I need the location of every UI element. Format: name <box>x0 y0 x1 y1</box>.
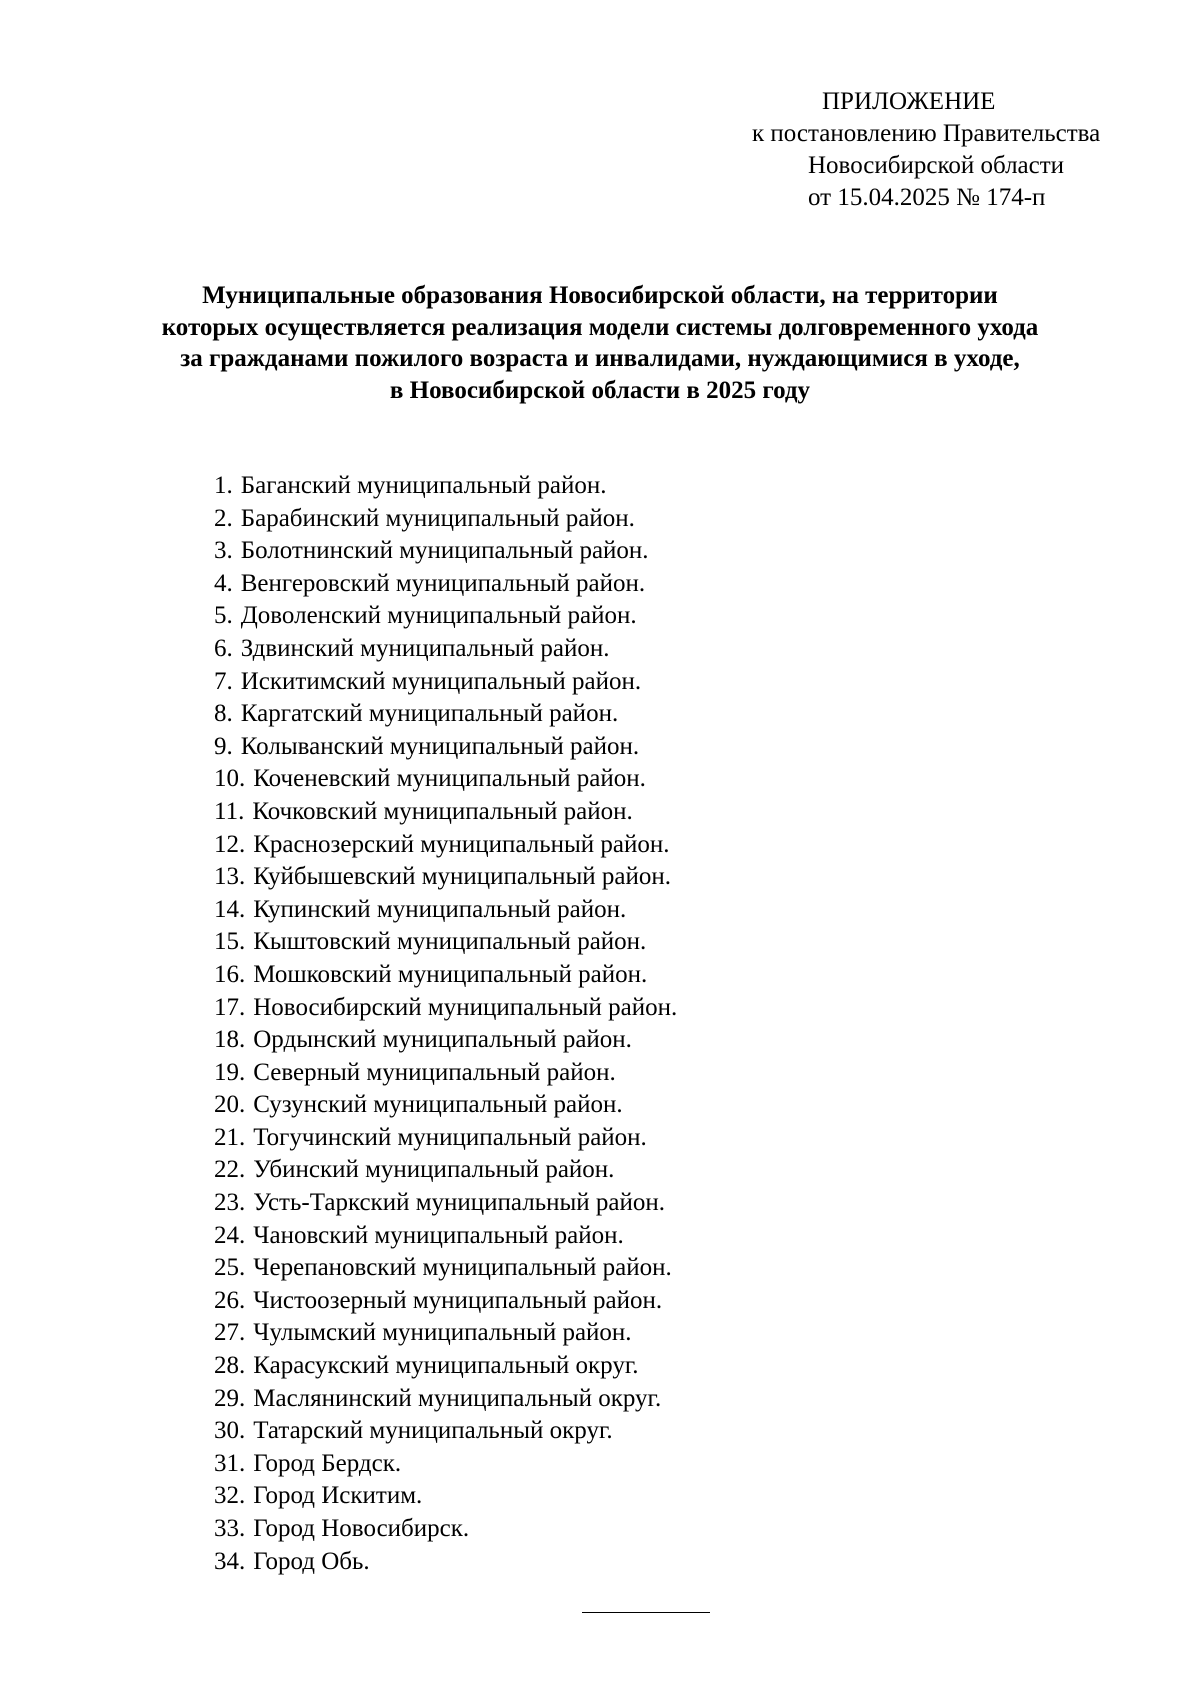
list-item <box>214 1220 677 1253</box>
list-item-number: 10. <box>214 765 246 793</box>
list-item-text: Чановский муниципальный район. <box>253 1221 624 1249</box>
list-item-number: 26. <box>214 1286 246 1314</box>
list-item <box>214 1448 677 1481</box>
list-item <box>214 926 677 959</box>
list-item-text: Тогучинский муниципальный район. <box>253 1123 647 1151</box>
list-item-number: 32. <box>214 1482 246 1510</box>
list-item-number: 8. <box>214 700 233 728</box>
list-item-text: Черепановский муниципальный район. <box>253 1254 672 1282</box>
list-item-number: 34. <box>214 1547 246 1575</box>
list-item <box>214 1480 677 1513</box>
list-item-number: 21. <box>214 1123 246 1151</box>
list-item-number: 19. <box>214 1058 246 1086</box>
list-item <box>214 1285 677 1318</box>
list-item <box>214 992 677 1025</box>
list-item-number: 14. <box>214 895 246 923</box>
list-item <box>214 1383 677 1416</box>
list-item <box>214 1154 677 1187</box>
list-item-number: 33. <box>214 1515 246 1542</box>
list-item-number: 2. <box>214 504 233 532</box>
list-item <box>214 1057 677 1090</box>
list-item-number: 22. <box>214 1156 246 1184</box>
list-item-text: Болотнинский муниципальный район. <box>240 537 649 565</box>
list-item <box>214 763 677 796</box>
list-item-number: 23. <box>214 1189 246 1217</box>
list-item-text: Татарский муниципальный округ. <box>253 1417 613 1445</box>
appendix-region-line: Новосибирской области <box>808 152 1065 179</box>
list-item-number: 15. <box>214 928 246 956</box>
list-item <box>214 731 677 764</box>
list-item-number: 27. <box>214 1319 246 1347</box>
list-item-number: 18. <box>214 1026 246 1054</box>
list-item <box>214 1513 677 1546</box>
list-item-text: Кочковский муниципальный район. <box>252 797 633 825</box>
municipality-list <box>214 470 677 1578</box>
list-item <box>214 503 677 536</box>
list-item-text: Убинский муниципальный район. <box>253 1156 615 1184</box>
appendix-header <box>690 86 1180 214</box>
list-item <box>214 959 677 992</box>
list-item <box>214 698 677 731</box>
list-item <box>214 1252 677 1285</box>
list-item-number: 1. <box>214 472 233 499</box>
list-item <box>214 1546 677 1579</box>
list-item-text: Новосибирский муниципальный район. <box>253 993 678 1021</box>
title-line: за гражданами пожилого возраста и инвалидами, нуждающимися в уходе, <box>180 345 1020 372</box>
list-item-text: Чистоозерный муниципальный район. <box>253 1286 663 1314</box>
list-item <box>214 535 677 568</box>
list-item-number: 20. <box>214 1091 246 1119</box>
list-item-text: Сузунский муниципальный район. <box>253 1091 623 1119</box>
title-line: в Новосибирской области в 2025 году <box>389 376 811 404</box>
list-item-number: 5. <box>214 602 233 630</box>
list-item-number: 11. <box>214 797 245 825</box>
list-item-text: Мошковский муниципальный район. <box>253 960 648 988</box>
list-item-text: Купинский муниципальный район. <box>253 895 627 923</box>
list-item-text: Маслянинский муниципальный округ. <box>253 1384 662 1412</box>
list-item-text: Искитимский муниципальный район. <box>240 667 642 695</box>
list-item <box>214 470 677 503</box>
list-item <box>214 1415 677 1448</box>
title-line: которых осуществляется реализация модели системы долговременного ухода <box>161 313 1039 341</box>
list-item-text: Доволенский муниципальный район. <box>240 602 637 630</box>
list-item-text: Барабинский муниципальный район. <box>240 504 635 532</box>
list-item <box>214 633 677 666</box>
list-item-text: Северный муниципальный район. <box>253 1058 616 1086</box>
list-item <box>214 1187 677 1220</box>
list-item <box>214 1317 677 1350</box>
list-item-number: 3. <box>214 537 233 565</box>
list-item-text: Куйбышевский муниципальный район. <box>253 863 672 891</box>
list-item-text: Баганский муниципальный район. <box>240 472 607 499</box>
end-divider-line <box>582 1612 710 1613</box>
appendix-title: ПРИЛОЖЕНИЕ <box>822 88 996 115</box>
list-item <box>214 568 677 601</box>
list-item-number: 29. <box>214 1384 246 1412</box>
list-item <box>214 1350 677 1383</box>
list-item <box>214 861 677 894</box>
list-item-number: 17. <box>214 993 246 1021</box>
list-item <box>214 666 677 699</box>
list-item-text: Город Бердск. <box>253 1449 402 1477</box>
list-item-text: Кыштовский муниципальный район. <box>253 928 647 956</box>
list-item-text: Коченевский муниципальный район. <box>253 765 646 793</box>
list-item-number: 7. <box>214 667 233 695</box>
list-item-text: Чулымский муниципальный район. <box>253 1319 632 1347</box>
list-item-number: 31. <box>214 1449 246 1477</box>
list-item-text: Венгеровский муниципальный район. <box>240 569 646 597</box>
list-item-text: Здвинский муниципальный район. <box>240 634 610 662</box>
list-item <box>214 1122 677 1155</box>
list-item-text: Каргатский муниципальный район. <box>240 700 619 728</box>
list-item-text: Колыванский муниципальный район. <box>240 732 640 760</box>
list-item-text: Ордынский муниципальный район. <box>253 1026 632 1054</box>
appendix-resolution-line: к постановлению Правительства <box>752 120 1101 147</box>
list-item <box>214 600 677 633</box>
title-line: Муниципальные образования Новосибирской области, на территории <box>202 282 998 309</box>
list-item-number: 13. <box>214 863 246 891</box>
list-item <box>214 894 677 927</box>
list-item-number: 24. <box>214 1221 246 1249</box>
list-item <box>214 796 677 829</box>
list-item-text: Усть-Таркский муниципальный район. <box>253 1189 666 1217</box>
list-item <box>214 1024 677 1057</box>
list-item <box>214 829 677 862</box>
list-item-number: 12. <box>214 830 246 858</box>
list-item <box>214 1089 677 1122</box>
list-item-number: 9. <box>214 732 233 760</box>
list-item-text: Краснозерский муниципальный район. <box>253 830 670 858</box>
document-title <box>100 280 1100 406</box>
list-item-text: Город Новосибирск. <box>253 1515 470 1542</box>
list-item-number: 30. <box>214 1417 246 1445</box>
list-item-number: 6. <box>214 634 233 662</box>
list-item-number: 16. <box>214 960 246 988</box>
list-item-number: 25. <box>214 1254 246 1282</box>
list-item-text: Город Обь. <box>253 1547 370 1575</box>
list-item-text: Город Искитим. <box>253 1482 423 1510</box>
list-item-number: 28. <box>214 1352 246 1380</box>
list-item-text: Карасукский муниципальный округ. <box>253 1352 639 1380</box>
appendix-date-number: от 15.04.2025 № 174-п <box>808 184 1046 211</box>
list-item-number: 4. <box>214 569 233 597</box>
